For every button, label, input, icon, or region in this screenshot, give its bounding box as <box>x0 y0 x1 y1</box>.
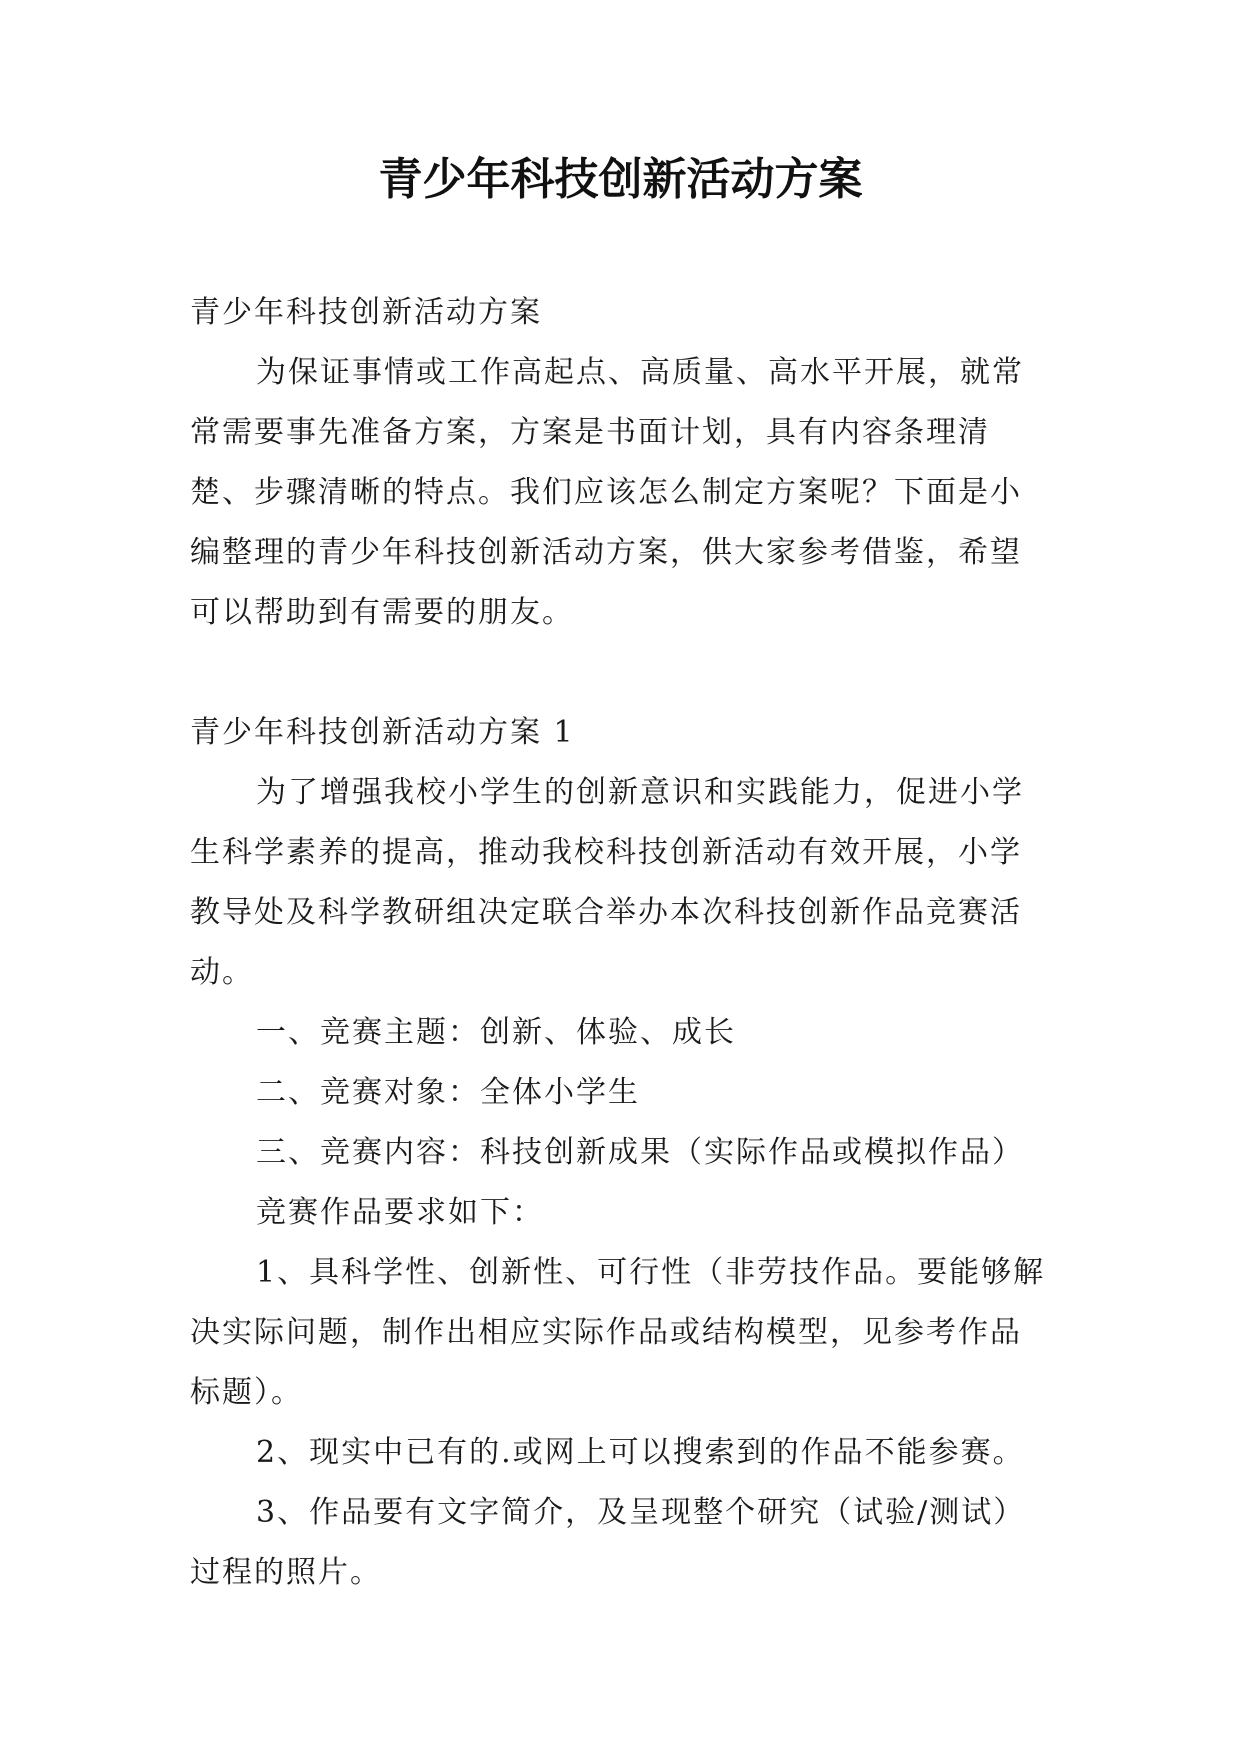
requirement-2: 2、现实中已有的.或网上可以搜索到的作品不能参赛。 <box>256 1435 1025 1470</box>
requirement-1: 1、具科学性、创新性、可行性（非劳技作品。要能够解决实际问题，制作出相应实际作品或结构模型，见参考作品标题）。 <box>190 1255 1046 1410</box>
section-heading-intro: 青少年科技创新活动方案 <box>190 295 542 330</box>
competition-target: 二、竞赛对象：全体小学生 <box>256 1075 640 1110</box>
paragraph-gap <box>190 643 1050 703</box>
document-body <box>190 283 1050 1603</box>
document-title: 青少年科技创新活动方案 <box>378 154 863 205</box>
section-heading-plan-1: 青少年科技创新活动方案 1 <box>190 715 575 750</box>
plan-1-paragraph: 为了增强我校小学生的创新意识和实践能力，促进小学生科学素养的提高，推动我校科技创新活动有效开展，小学教导处及科学教研组决定联合举办本次科技创新作品竞赛活动。 <box>190 775 1024 990</box>
competition-theme: 一、竞赛主题：创新、体验、成长 <box>256 1015 736 1050</box>
competition-content: 三、竞赛内容：科技创新成果（实际作品或模拟作品） <box>256 1135 1024 1170</box>
requirements-heading: 竞赛作品要求如下： <box>256 1195 544 1230</box>
intro-paragraph: 为保证事情或工作高起点、高质量、高水平开展，就常常需要事先准备方案，方案是书面计划，具有内容条理清楚、步骤清晰的特点。我们应该怎么制定方案呢？下面是小编整理的青少年科技创新活动方案，供大家参考借鉴，希望可以帮助到有需要的朋友。 <box>190 355 1024 630</box>
requirement-3: 3、作品要有文字简介，及呈现整个研究（试验/测试）过程的照片。 <box>190 1495 1026 1590</box>
